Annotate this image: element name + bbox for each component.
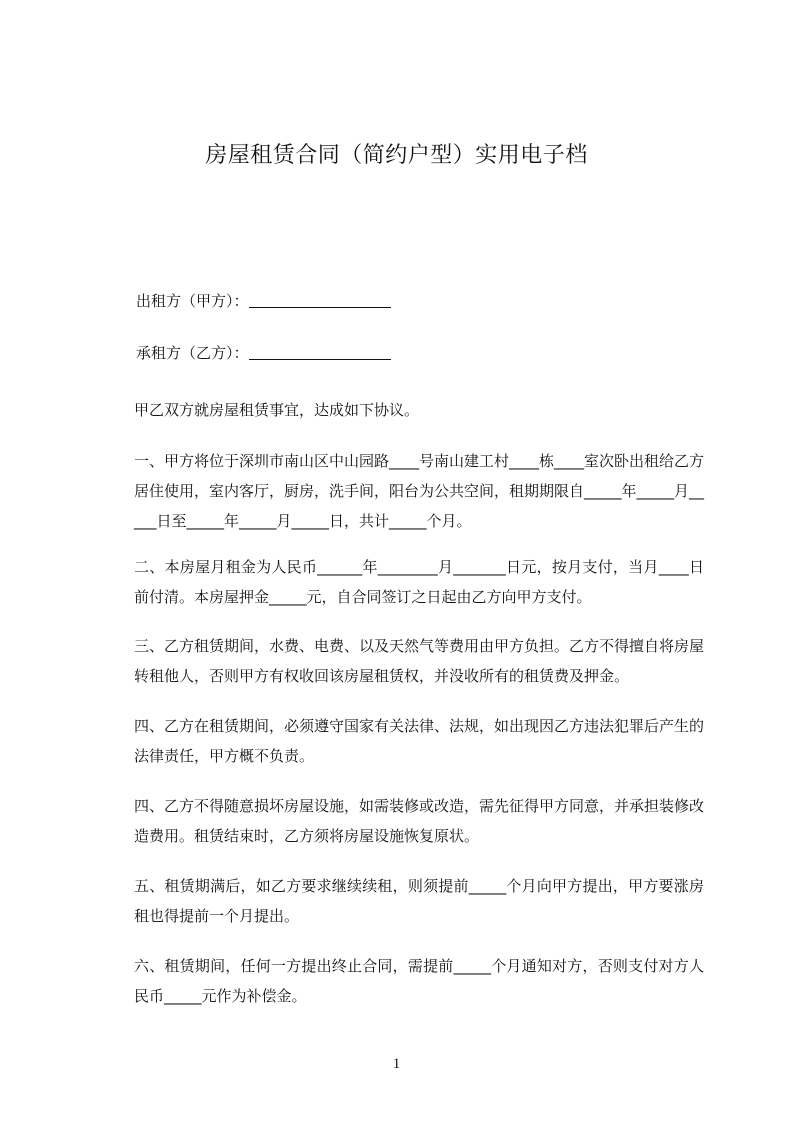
clause-4-text: 四、乙方在租赁期间，必须遵守国家有关法律、法规，如出现因乙方违法犯罪后产生的法律责任，甲方概不负责。 (134, 717, 705, 765)
lessor-label: 出租方（甲方）： (136, 292, 249, 310)
clause-2 (104, 552, 704, 612)
clause-3 (104, 631, 704, 691)
page-number: 1 (392, 1056, 401, 1072)
clause-5 (104, 791, 704, 851)
clause-6 (104, 871, 704, 931)
clause-6-text: 五、租赁期满后，如乙方要求继续续租，则须提前_____个月向甲方提出，甲方要涨房租也得提前一个月提出。 (134, 877, 704, 925)
clause-2-text: 二、本房屋月租金为人民币______年________月_______日元，按月支付，当月____日前付清。本房屋押金_____元，自合同签订之日起由乙方向甲方支付。 (134, 558, 704, 606)
intro-paragraph (104, 395, 704, 425)
clause-4 (104, 711, 704, 771)
clause-5-text: 四、乙方不得随意损坏房屋设施，如需装修或改造，需先征得甲方同意，并承担装修改造费用。租赁结束时，乙方须将房屋设施恢复原状。 (134, 797, 705, 845)
intro-text: 甲乙双方就房屋租赁事宜，达成如下协议。 (134, 401, 420, 419)
document-title: 房屋租赁合同（简约户型）实用电子档 (205, 143, 588, 168)
clause-1 (104, 446, 704, 536)
lessee-blank (249, 341, 391, 360)
lessee-line (136, 338, 391, 368)
clause-3-text: 三、乙方租赁期间，水费、电费、以及天然气等费用由甲方负担。乙方不得擅自将房屋转租他人，否则甲方有权收回该房屋租赁权，并没收所有的租赁费及押金。 (134, 637, 705, 685)
lessee-label: 承租方（乙方）： (136, 344, 249, 362)
clause-1-text: 一、甲方将位于深圳市南山区中山园路____号南山建工村____栋____室次卧出租给乙方居住使用，室内客厅，厨房，洗手间，阳台为公共空间，租期期限自_____年_____月_____日至_____年_____月_____日，共计_____个月。 (134, 452, 705, 530)
clause-7-text: 六、租赁期间，任何一方提出终止合同，需提前_____个月通知对方，否则支付对方人民币_____元作为补偿金。 (134, 957, 704, 1005)
lessor-blank (249, 289, 391, 308)
clause-7 (104, 951, 704, 1011)
lessor-line (136, 286, 391, 316)
